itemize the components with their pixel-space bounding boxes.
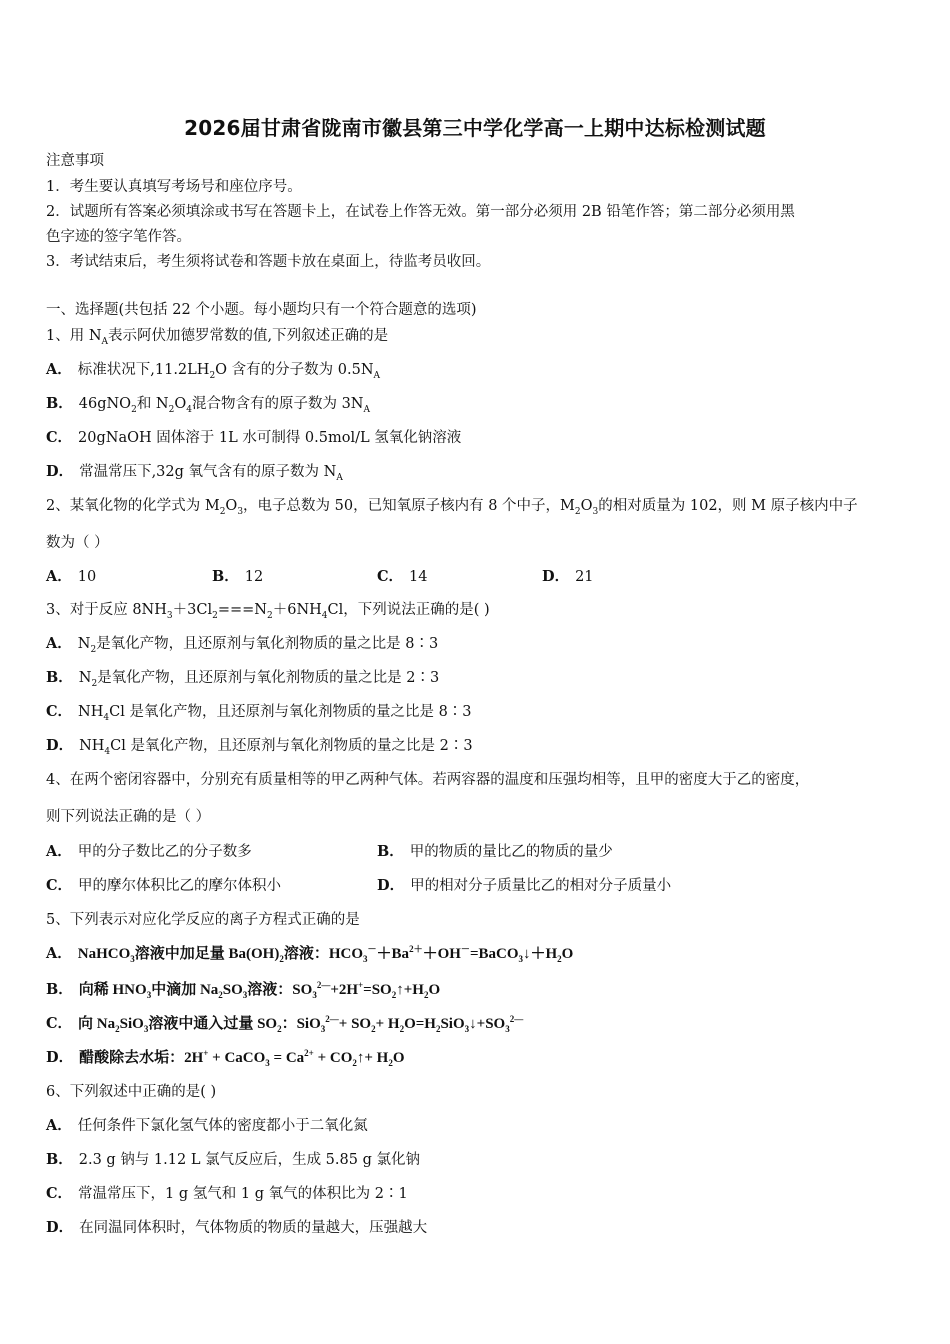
question-2-option-d: D． 21 — [542, 568, 594, 585]
question-6-option-c: C． 常温常压下，1 g 氢气和 1 g 氧气的体积比为 2∶1 — [46, 1185, 408, 1202]
question-2-option-b: B． 12 — [212, 568, 264, 585]
question-2-stem: 2、某氧化物的化学式为 $M_2O_3$，电子总数为 50，已知氧原子核内有 8 个中子，$M_2O_3$的相对质量为 102，则 M 原子核内中子 — [46, 498, 858, 517]
notice-item-2-cont: 色字迹的签字笔作答。 — [46, 229, 191, 245]
question-4-option-a: A． 甲的分子数比乙的分子数多 — [46, 843, 252, 860]
question-5-option-a: A． NaHCO$_3$溶液中加足量 $Ba(OH)_2$溶液：$HCO_3^-+Ba^{2+}+OH^-=BaCO_3↓+H_2O$ — [46, 944, 574, 964]
page-title: 2026届甘肃省陇南市徽县第三中学化学高一上期中达标检测试题 — [184, 116, 766, 140]
question-3-option-d: D． $NH_4Cl$ 是氧化产物，且还原剂与氧化剂物质的量之比是 2∶3 — [46, 737, 473, 757]
question-3-option-c: C． $NH_4Cl$ 是氧化产物，且还原剂与氧化剂物质的量之比是 8∶3 — [46, 703, 472, 723]
question-1-stem: 1、用 $N_A$表示阿伏加德罗常数的值,下列叙述正确的是 — [46, 328, 389, 347]
question-6-option-a: A． 任何条件下氯化氢气体的密度都小于二氧化氮 — [46, 1117, 368, 1134]
question-3-option-b: B． $N_2$是氧化产物，且还原剂与氧化剂物质的量之比是 2∶3 — [46, 669, 440, 689]
question-4-option-b: B． 甲的物质的量比乙的物质的量少 — [377, 843, 613, 860]
question-5-stem: 5、下列表示对应化学反应的离子方程式正确的是 — [46, 912, 360, 928]
question-4-option-d: D． 甲的相对分子质量比乙的相对分子质量小 — [377, 877, 672, 894]
question-1-option-c: C． 20gNaOH 固体溶于 1L 水可制得 0.5mol/L 氢氧化钠溶液 — [46, 429, 462, 446]
question-3-option-a: A． $N_2$是氧化产物，且还原剂与氧化剂物质的量之比是 8∶3 — [46, 635, 439, 655]
question-5-option-b: B． 向稀 $HNO_3$中滴加 $Na_2SO_3$溶液：$SO_3^{2—}+2H^+=SO_2↑+H_2O$ — [46, 980, 441, 1000]
question-4-stem-cont: 则下列说法正确的是（ ） — [46, 809, 211, 825]
question-1-option-a: A． 标准状况下$,11.2LH_2O$ 含有的分子数为 $0.5N_A$ — [46, 361, 381, 381]
question-4-option-c: C． 甲的摩尔体积比乙的摩尔体积小 — [46, 877, 282, 894]
question-2-option-c: C． 14 — [377, 568, 428, 585]
question-4-stem: 4、在两个密闭容器中，分别充有质量相等的甲乙两种气体。若两容器的温度和压强均相等，且甲的密度大于乙的密度， — [46, 772, 810, 788]
question-5-option-d: D． 醋酸除去水垢：2H+ + CaCO$_3$ = $Ca^{2+}$ + $CO_2↑+ H_2O$ — [46, 1048, 405, 1068]
question-2-option-a: A． 10 — [46, 568, 97, 585]
question-6-option-b: B． 2.3 g 钠与 1.12 L 氯气反应后，生成 5.85 g 氯化钠 — [46, 1151, 420, 1168]
notice-item-2: 2．试题所有答案必须填涂或书写在答题卡上，在试卷上作答无效。第一部分必须用 2B 铅笔作答；第二部分必须用黑 — [46, 204, 795, 220]
notice-item-1: 1．考生要认真填写考场号和座位序号。 — [46, 179, 302, 195]
question-5-option-c: C． 向 $Na_2SiO_3$溶液中通入过量 $SO_2$：$SiO_3^{2—}+ SO_2+$ $H_2O=H_2SiO_3↓+SO_3^{2—}$ — [46, 1014, 524, 1034]
question-6-option-d: D． 在同温同体积时，气体物质的物质的量越大，压强越大 — [46, 1219, 428, 1236]
section-heading: 一、选择题(共包括 22 个小题。每小题均只有一个符合题意的选项) — [46, 302, 477, 318]
question-3-stem: 3、对于反应 $8NH_3+3Cl_2===N_2+6NH_4Cl$，下列说法正确的是( ) — [46, 602, 490, 621]
question-6-stem: 6、下列叙述中正确的是( ) — [46, 1084, 217, 1100]
question-2-stem-cont: 数为（ ） — [46, 535, 109, 551]
question-1-option-b: B． 46gNO$_2$和 $N_2O_4$混合物含有的原子数为 $3N_A$ — [46, 395, 370, 415]
question-1-option-d: D． 常温常压下,32g 氧气含有的原子数为 $N_A$ — [46, 463, 343, 483]
notice-heading: 注意事项 — [46, 153, 104, 169]
notice-item-3: 3．考试结束后，考生须将试卷和答题卡放在桌面上，待监考员收回。 — [46, 254, 491, 270]
